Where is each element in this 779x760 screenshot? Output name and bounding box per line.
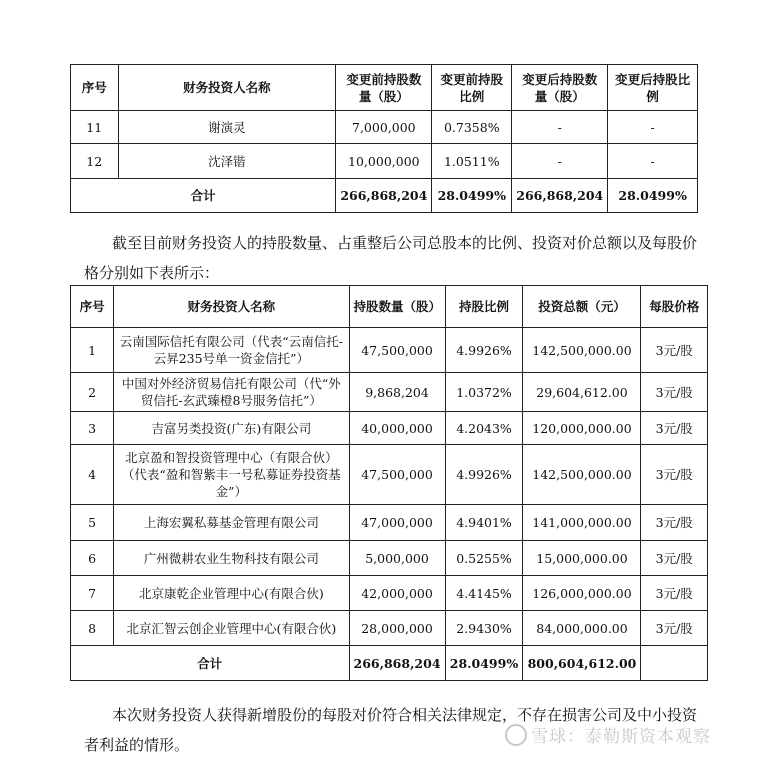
- table-row: [71, 144, 698, 179]
- cell: 28,000,000: [349, 611, 445, 646]
- cell: 0.7358%: [432, 111, 512, 144]
- cell: 266,868,204: [512, 179, 608, 213]
- header-cell: 持股数量（股）: [349, 286, 445, 328]
- header-cell: 每股价格: [641, 286, 708, 328]
- cell: 4.2043%: [445, 412, 523, 445]
- cell: 0.5255%: [445, 541, 523, 576]
- cell: 5: [71, 505, 114, 541]
- cell: 28.0499%: [445, 646, 523, 681]
- cell: 84,000,000.00: [523, 611, 641, 646]
- cell: 10,000,000: [336, 144, 432, 179]
- cell: 40,000,000: [349, 412, 445, 445]
- header-cell: 投资总额（元）: [523, 286, 641, 328]
- cell: -: [512, 111, 608, 144]
- cell: 1.0511%: [432, 144, 512, 179]
- cell: 北京盈和智投资管理中心（有限合伙）（代表“盈和智紫丰一号私募证券投资基金”）: [114, 445, 349, 505]
- table-row: [71, 541, 708, 576]
- cell: 8: [71, 611, 114, 646]
- cell: 2.9430%: [445, 611, 523, 646]
- total-label: 合计: [71, 179, 336, 213]
- cell: 4.9926%: [445, 328, 523, 373]
- cell: 云南国际信托有限公司（代表“云南信托-云昇235号单一资金信托”）: [114, 328, 349, 373]
- table-row: [71, 412, 708, 445]
- header-cell: 持股比例: [445, 286, 523, 328]
- total-label: 合计: [71, 646, 350, 681]
- cell: 47,500,000: [349, 445, 445, 505]
- header-cell: 序号: [71, 286, 114, 328]
- cell: 沈泽锴: [118, 144, 336, 179]
- cell: 42,000,000: [349, 576, 445, 611]
- cell: 29,604,612.00: [523, 373, 641, 412]
- table-total-row: [71, 646, 708, 681]
- cell: 5,000,000: [349, 541, 445, 576]
- cell: 3元/股: [641, 505, 708, 541]
- cell: 3元/股: [641, 541, 708, 576]
- holdings-change-table: [70, 64, 698, 213]
- cell: 北京康乾企业管理中心(有限合伙): [114, 576, 349, 611]
- watermark-text: 雪球：泰勒斯资本观察: [531, 727, 711, 747]
- cell: 15,000,000.00: [523, 541, 641, 576]
- cell: 吉富另类投资(广东)有限公司: [114, 412, 349, 445]
- cell: -: [512, 144, 608, 179]
- cell: 12: [71, 144, 119, 179]
- header-cell: 变更后持股比例: [608, 65, 698, 111]
- table-row: [71, 111, 698, 144]
- header-cell: 变更前持股比例: [432, 65, 512, 111]
- cell: 11: [71, 111, 119, 144]
- cell: 3元/股: [641, 576, 708, 611]
- cell: 47,500,000: [349, 328, 445, 373]
- cell: 142,500,000.00: [523, 445, 641, 505]
- table-row: [71, 505, 708, 541]
- cell: 28.0499%: [608, 179, 698, 213]
- cell: 141,000,000.00: [523, 505, 641, 541]
- cell: 中国对外经济贸易信托有限公司（代“外贸信托-玄武臻橙8号服务信托”）: [114, 373, 349, 412]
- cell: 120,000,000.00: [523, 412, 641, 445]
- table-row: [71, 445, 708, 505]
- cell: [641, 646, 708, 681]
- cell: 1.0372%: [445, 373, 523, 412]
- table-row: [71, 328, 708, 373]
- paragraph-text: 本次财务投资人获得新增股份的每股对价符合相关法律规定，不存在损害公司及中小投资者利益的情形。: [84, 706, 698, 754]
- cell: 广州微耕农业生物科技有限公司: [114, 541, 349, 576]
- cell: 2: [71, 373, 114, 412]
- cell: 3元/股: [641, 445, 708, 505]
- cell: 3元/股: [641, 373, 708, 412]
- header-cell: 序号: [71, 65, 119, 111]
- header-cell: 财务投资人名称: [114, 286, 349, 328]
- table-row: [71, 611, 708, 646]
- table-header-row: [71, 65, 698, 111]
- cell: -: [608, 111, 698, 144]
- cell: 谢演灵: [118, 111, 336, 144]
- snowball-logo-icon: [505, 724, 527, 746]
- cell: 9,868,204: [349, 373, 445, 412]
- header-cell: 变更前持股数量（股）: [336, 65, 432, 111]
- cell: 6: [71, 541, 114, 576]
- cell: 4: [71, 445, 114, 505]
- cell: 47,000,000: [349, 505, 445, 541]
- cell: 7: [71, 576, 114, 611]
- cell: 4.9926%: [445, 445, 523, 505]
- watermark: [505, 722, 711, 747]
- investor-holdings-table: [70, 285, 708, 681]
- cell: 3元/股: [641, 412, 708, 445]
- cell: 北京汇智云创企业管理中心(有限合伙): [114, 611, 349, 646]
- cell: -: [608, 144, 698, 179]
- cell: 266,868,204: [349, 646, 445, 681]
- cell: 3: [71, 412, 114, 445]
- cell: 7,000,000: [336, 111, 432, 144]
- cell: 142,500,000.00: [523, 328, 641, 373]
- table-row: [71, 373, 708, 412]
- cell: 266,868,204: [336, 179, 432, 213]
- cell: 126,000,000.00: [523, 576, 641, 611]
- cell: 800,604,612.00: [523, 646, 641, 681]
- paragraph-text: 截至目前财务投资人的持股数量、占重整后公司总股本的比例、投资对价总额以及每股价格分别如下表所示：: [84, 234, 698, 282]
- cell: 28.0499%: [432, 179, 512, 213]
- cell: 1: [71, 328, 114, 373]
- cell: 上海宏翼私募基金管理有限公司: [114, 505, 349, 541]
- cell: 3元/股: [641, 611, 708, 646]
- header-cell: 变更后持股数量（股）: [512, 65, 608, 111]
- header-cell: 财务投资人名称: [118, 65, 336, 111]
- table-row: [71, 576, 708, 611]
- cell: 4.4145%: [445, 576, 523, 611]
- cell: 3元/股: [641, 328, 708, 373]
- paragraph: [84, 228, 704, 288]
- table-header-row: [71, 286, 708, 328]
- cell: 4.9401%: [445, 505, 523, 541]
- table-total-row: [71, 179, 698, 213]
